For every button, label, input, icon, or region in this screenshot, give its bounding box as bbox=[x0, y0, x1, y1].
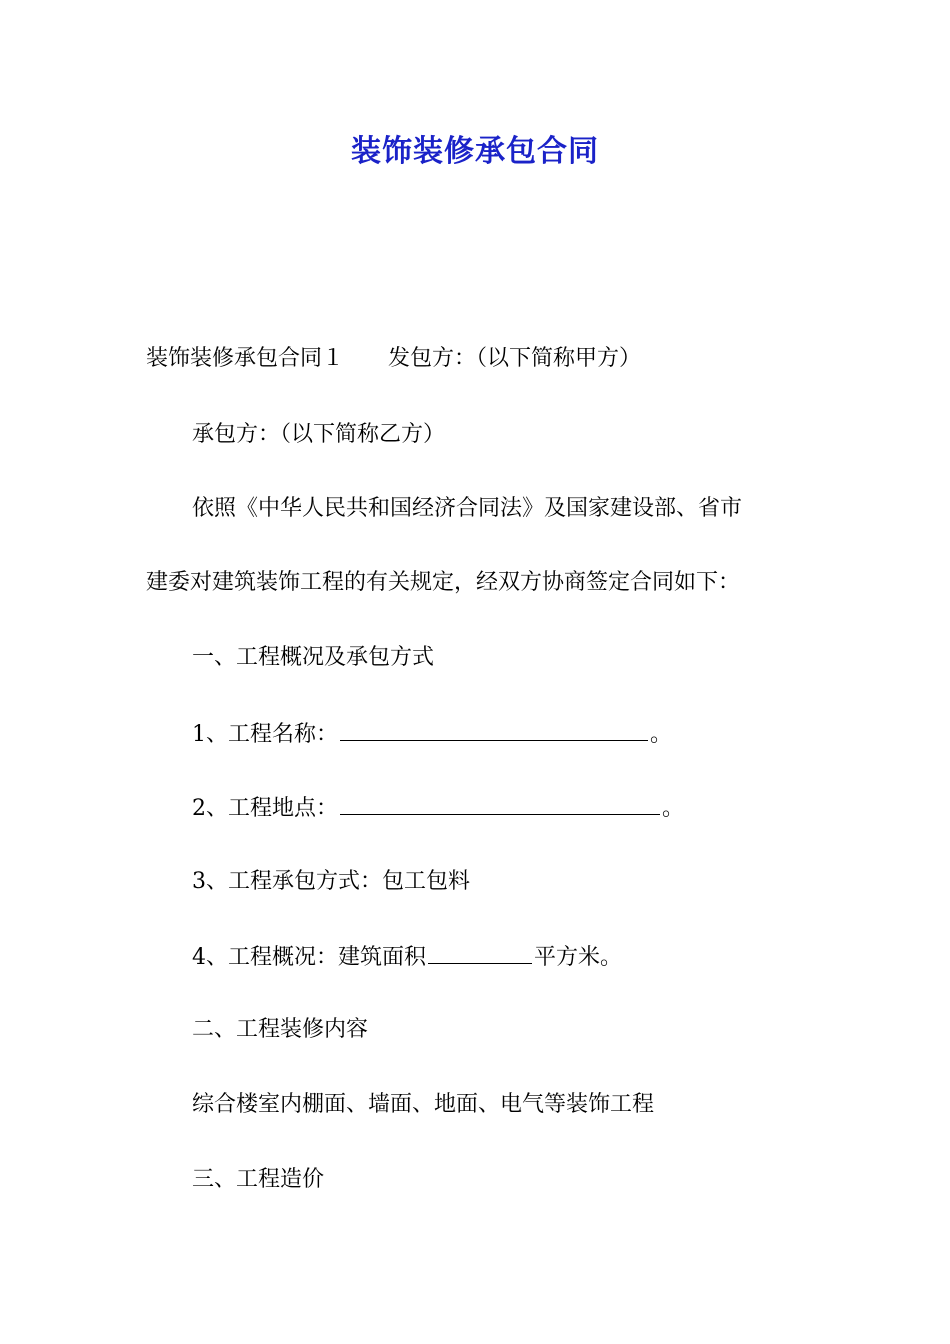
document-title: 装饰装修承包合同 bbox=[351, 134, 599, 169]
contractor-party: 承包方：（以下简称乙方） bbox=[192, 422, 446, 447]
basis-paragraph-line-1: 依照《中华人民共和国经济合同法》及国家建设部、省市 bbox=[192, 496, 743, 521]
contract-method-line: 3、工程承包方式：包工包料 bbox=[192, 869, 470, 894]
contract-intro-line bbox=[146, 344, 641, 374]
project-location-label: 2、工程地点： bbox=[192, 796, 338, 821]
project-location-line bbox=[192, 792, 684, 824]
project-overview-line bbox=[192, 941, 622, 973]
decoration-content: 综合楼室内棚面、墙面、地面、电气等装饰工程 bbox=[192, 1092, 655, 1117]
employer-party: 发包方：（以下简称甲方） bbox=[388, 346, 642, 371]
project-location-blank bbox=[340, 792, 660, 815]
section-heading-1: 一、工程概况及承包方式 bbox=[192, 645, 435, 670]
section-heading-2: 二、工程装修内容 bbox=[192, 1017, 369, 1042]
basis-paragraph-line-2: 建委对建筑装饰工程的有关规定，经双方协商签定合同如下： bbox=[146, 570, 741, 595]
section-heading-3: 三、工程造价 bbox=[192, 1167, 325, 1192]
project-name-end: 。 bbox=[650, 722, 673, 747]
project-overview-end: 平方米。 bbox=[534, 945, 623, 970]
project-overview-label: 4、工程概况：建筑面积 bbox=[192, 945, 426, 970]
project-name-line bbox=[192, 718, 672, 750]
building-area-blank bbox=[428, 941, 532, 964]
project-location-end: 。 bbox=[662, 796, 685, 821]
project-name-blank bbox=[340, 718, 648, 741]
project-name-label: 1、工程名称： bbox=[192, 722, 338, 747]
contract-name: 装饰装修承包合同１ bbox=[146, 346, 345, 371]
